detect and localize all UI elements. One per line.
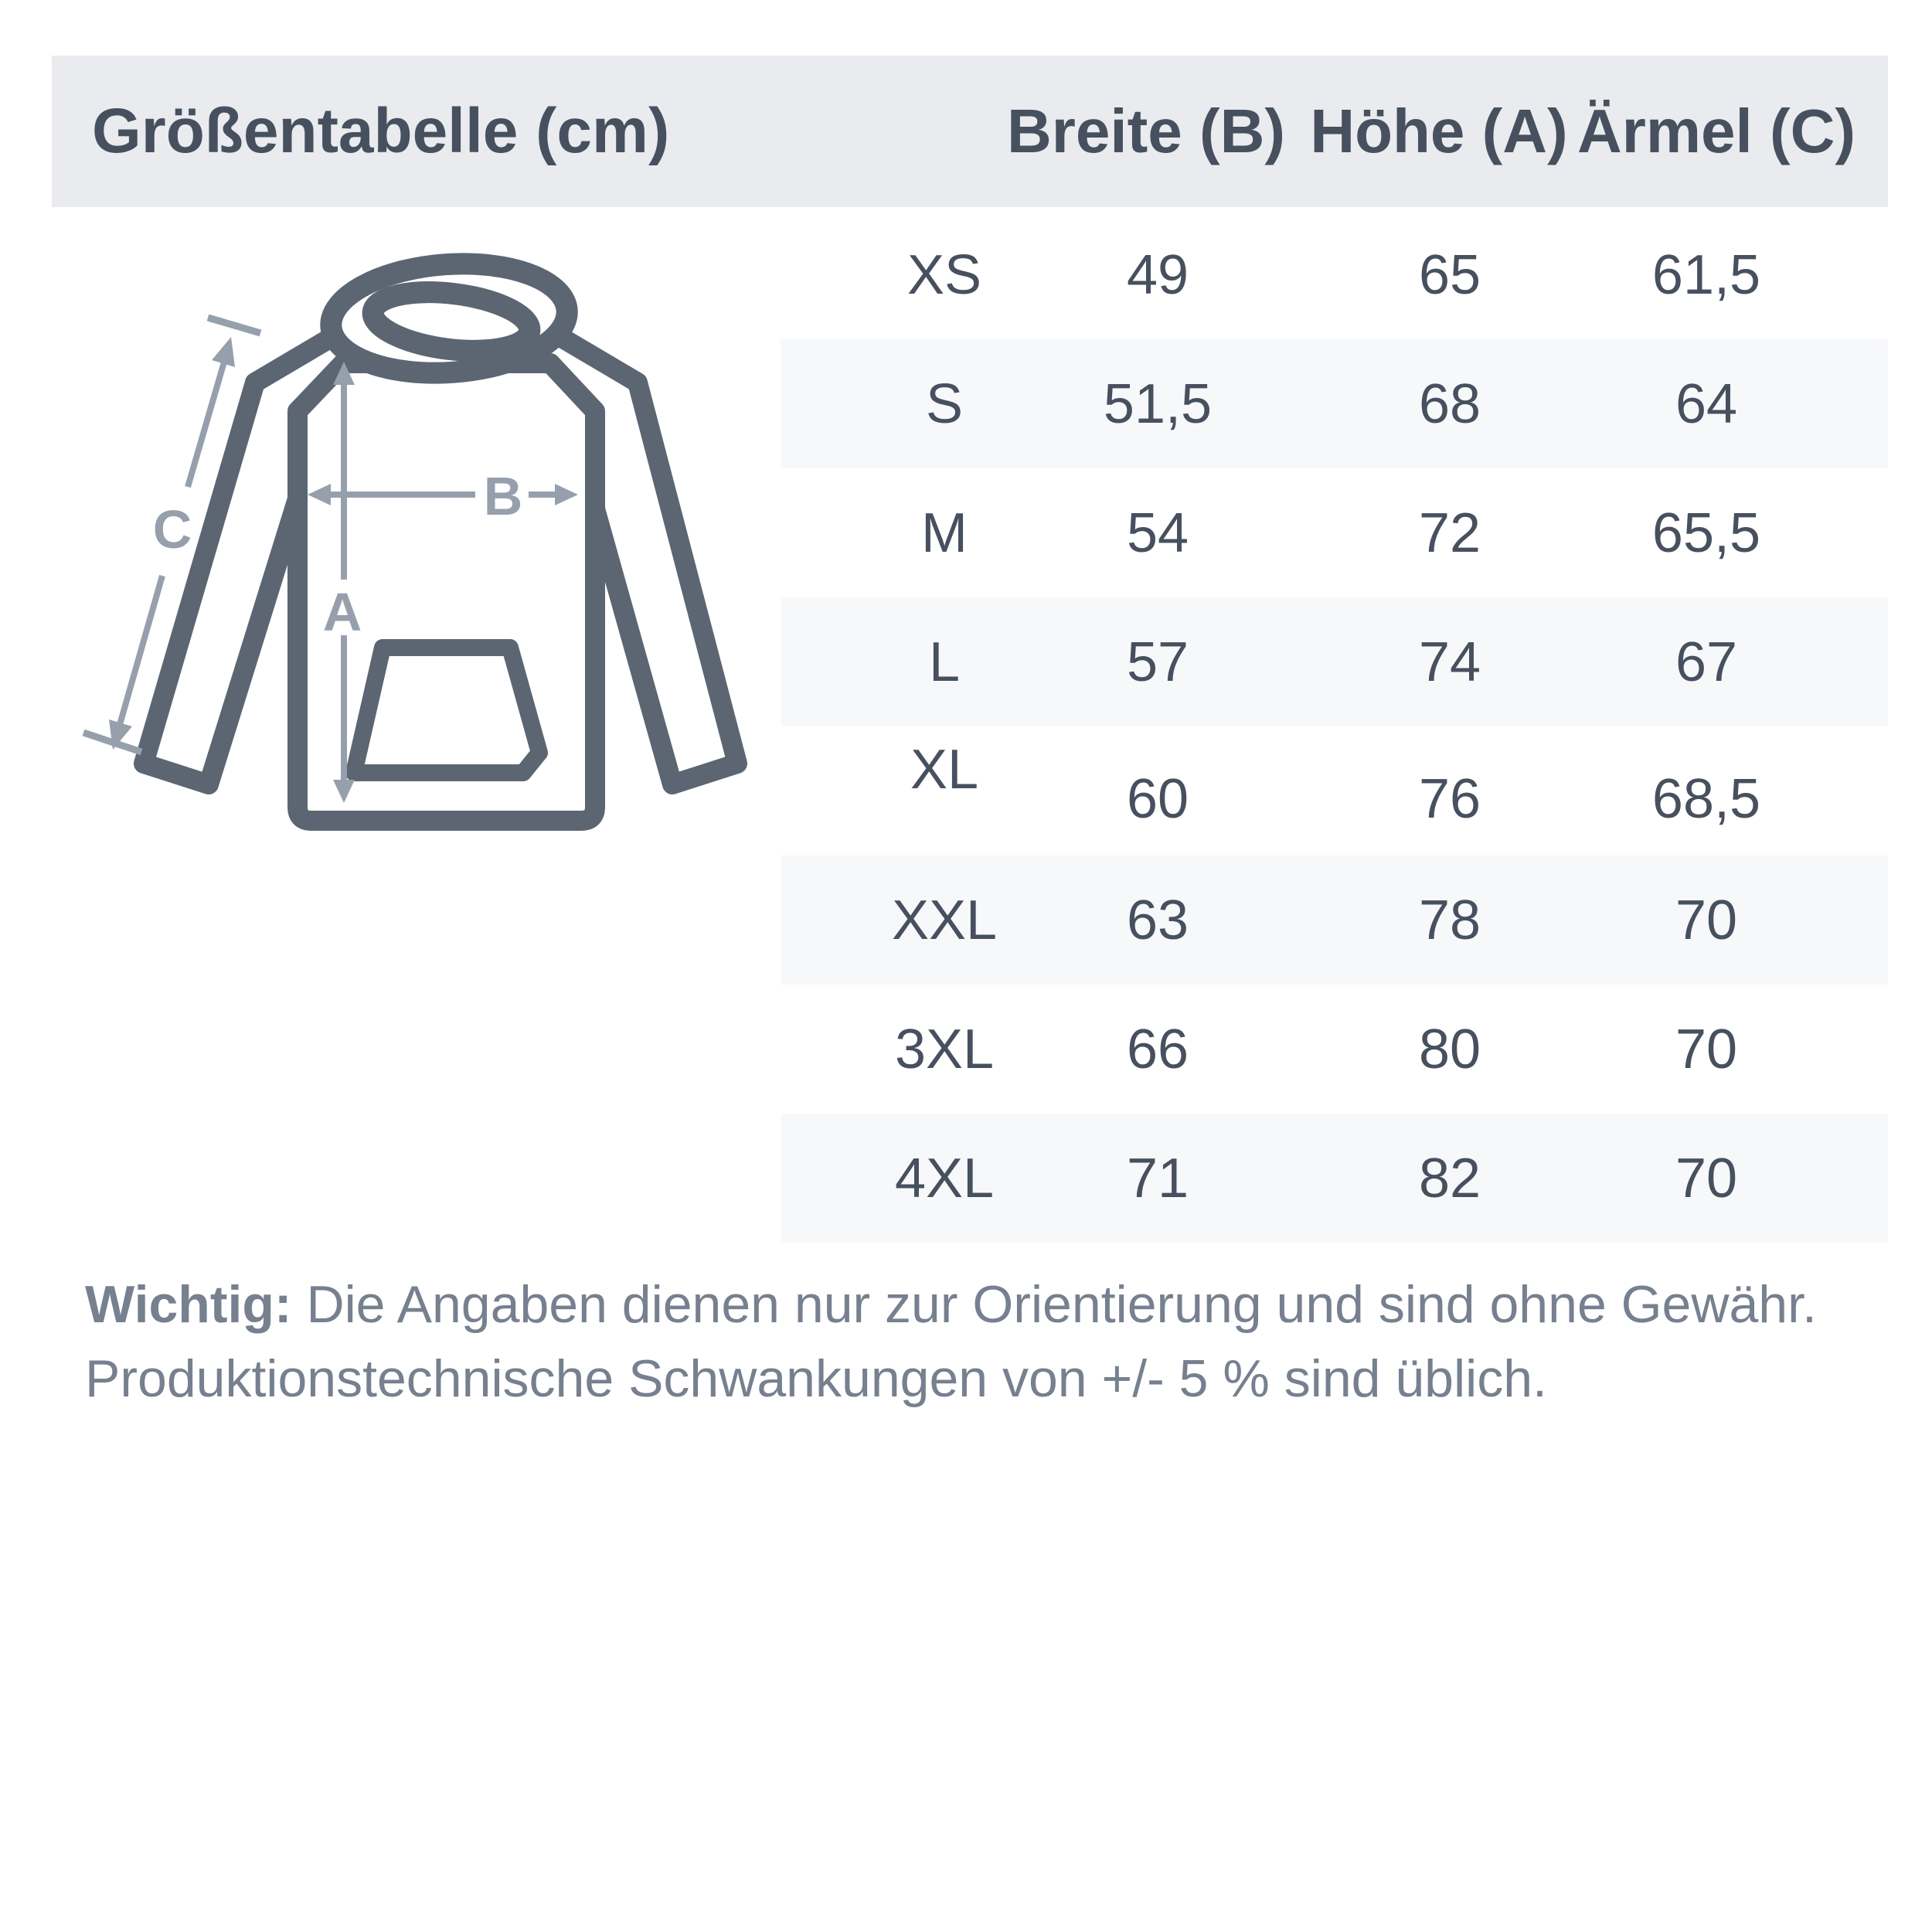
aermel-value: 64 [1675,372,1738,435]
kangaroo-pocket [354,648,539,773]
sleeve-arrow-label: C [152,499,192,560]
table-row [781,1114,1888,1243]
size-label: 4XL [894,1147,995,1209]
disclaimer-line-1: Wichtig: Die Angaben dienen nur zur Orientierung und sind ohne Gewähr. [85,1275,1817,1334]
aermel-value: 70 [1675,889,1738,951]
breite-value: 51,5 [1103,372,1213,435]
column-header-breite: Breite (B) [1006,97,1286,165]
table-row [781,339,1888,468]
table-row [781,726,1888,855]
size-label: XXL [891,889,998,951]
breite-value: 71 [1126,1147,1189,1209]
disclaimer-line-2: Produktionstechnische Schwankungen von +/- 5 % sind üblich. [85,1349,1547,1408]
hoehe-value: 82 [1418,1147,1481,1209]
size-label: XS [906,243,982,306]
aermel-value: 68,5 [1651,767,1761,830]
disclaimer-label: Wichtig: [85,1275,292,1334]
column-header-aermel: Ärmel (C) [1577,97,1856,165]
table-row [781,468,1888,597]
table-row [781,597,1888,726]
hoehe-value: 68 [1418,372,1481,435]
size-label: 3XL [894,1018,995,1080]
hoehe-value: 65 [1418,243,1481,306]
hoodie-measurement-diagram [54,232,750,850]
width-arrow-label: B [483,466,523,526]
breite-value: 60 [1126,767,1189,830]
hoehe-value: 72 [1418,502,1481,564]
hoehe-value: 78 [1418,889,1481,951]
breite-value: 66 [1126,1018,1189,1080]
aermel-value: 70 [1675,1147,1738,1209]
breite-value: 63 [1126,889,1189,951]
breite-value: 54 [1126,502,1189,564]
column-header-hoehe: Höhe (A) [1310,97,1568,165]
aermel-value: 67 [1675,631,1738,693]
table-row [781,985,1888,1114]
size-label: L [928,631,961,693]
size-label: S [925,372,964,435]
table-row [781,210,1888,339]
aermel-value: 70 [1675,1018,1738,1080]
aermel-value: 65,5 [1651,502,1761,564]
disclaimer-note [85,1267,1878,1416]
hoehe-value: 80 [1418,1018,1481,1080]
table-row [781,855,1888,985]
aermel-value: 61,5 [1651,243,1761,306]
size-label: XL [910,738,979,801]
hoehe-value: 76 [1418,767,1481,830]
size-label: M [921,502,968,564]
table-header-bar [52,56,1888,207]
height-arrow-label: A [322,582,362,642]
size-table [781,210,1888,1243]
page-title: Größentabelle (cm) [92,96,670,166]
hoehe-value: 74 [1418,631,1481,693]
breite-value: 49 [1126,243,1189,306]
breite-value: 57 [1126,631,1189,693]
